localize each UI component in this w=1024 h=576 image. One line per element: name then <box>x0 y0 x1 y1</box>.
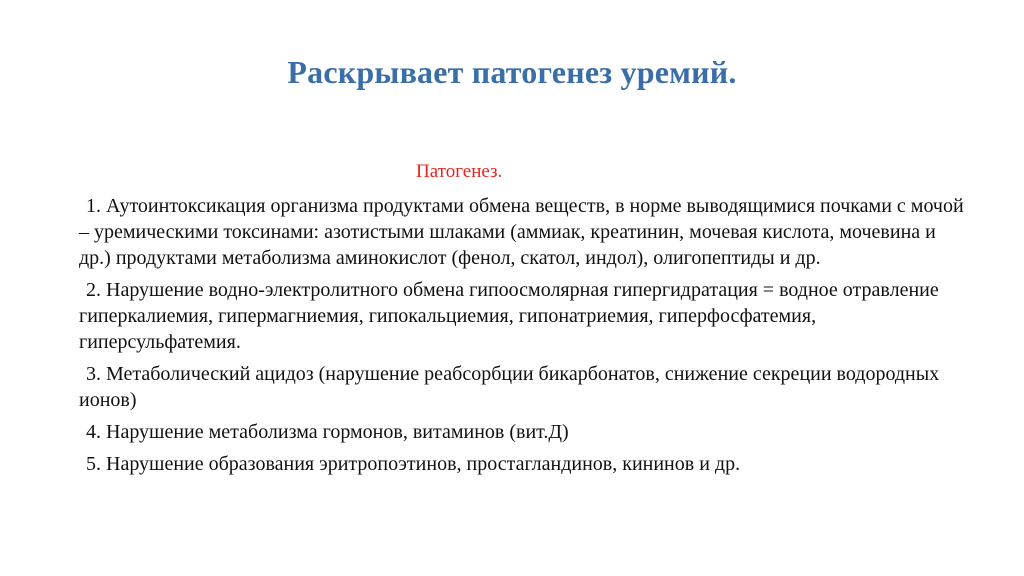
list-item-4: 4. Нарушение метаболизма гормонов, витаминов (вит.Д) <box>86 421 569 443</box>
slide-body <box>79 193 969 483</box>
slide-subtitle: Патогенез. <box>416 161 503 182</box>
list-item-1: 1. Аутоинтоксикация организма продуктами обмена веществ, в норме выводящимися почками с мочой – уремическими токсинами: азотистыми шлаками (аммиак, креатинин, мочевая кислота, мочевина и др.) продуктами метаболизма аминокислот (фенол, скатол, индол), олигопептиды и др. <box>79 195 964 269</box>
list-item-3: 3. Метаболический ацидоз (нарушение реабсорбции бикарбонатов, снижение секреции водородных ионов) <box>79 363 940 411</box>
list-item-5: 5. Нарушение образования эритропоэтинов, простагландинов, кининов и др. <box>86 453 741 475</box>
list-item-2: 2. Нарушение водно-электролитного обмена гипоосмолярная гипергидратация = водное отравление гиперкалиемия, гипермагниемия, гипокальциемия, гипонатриемия, гиперфосфатемия, гиперсульфатемия. <box>79 279 939 353</box>
slide-title: Раскрывает патогенез уремий. <box>287 54 737 90</box>
